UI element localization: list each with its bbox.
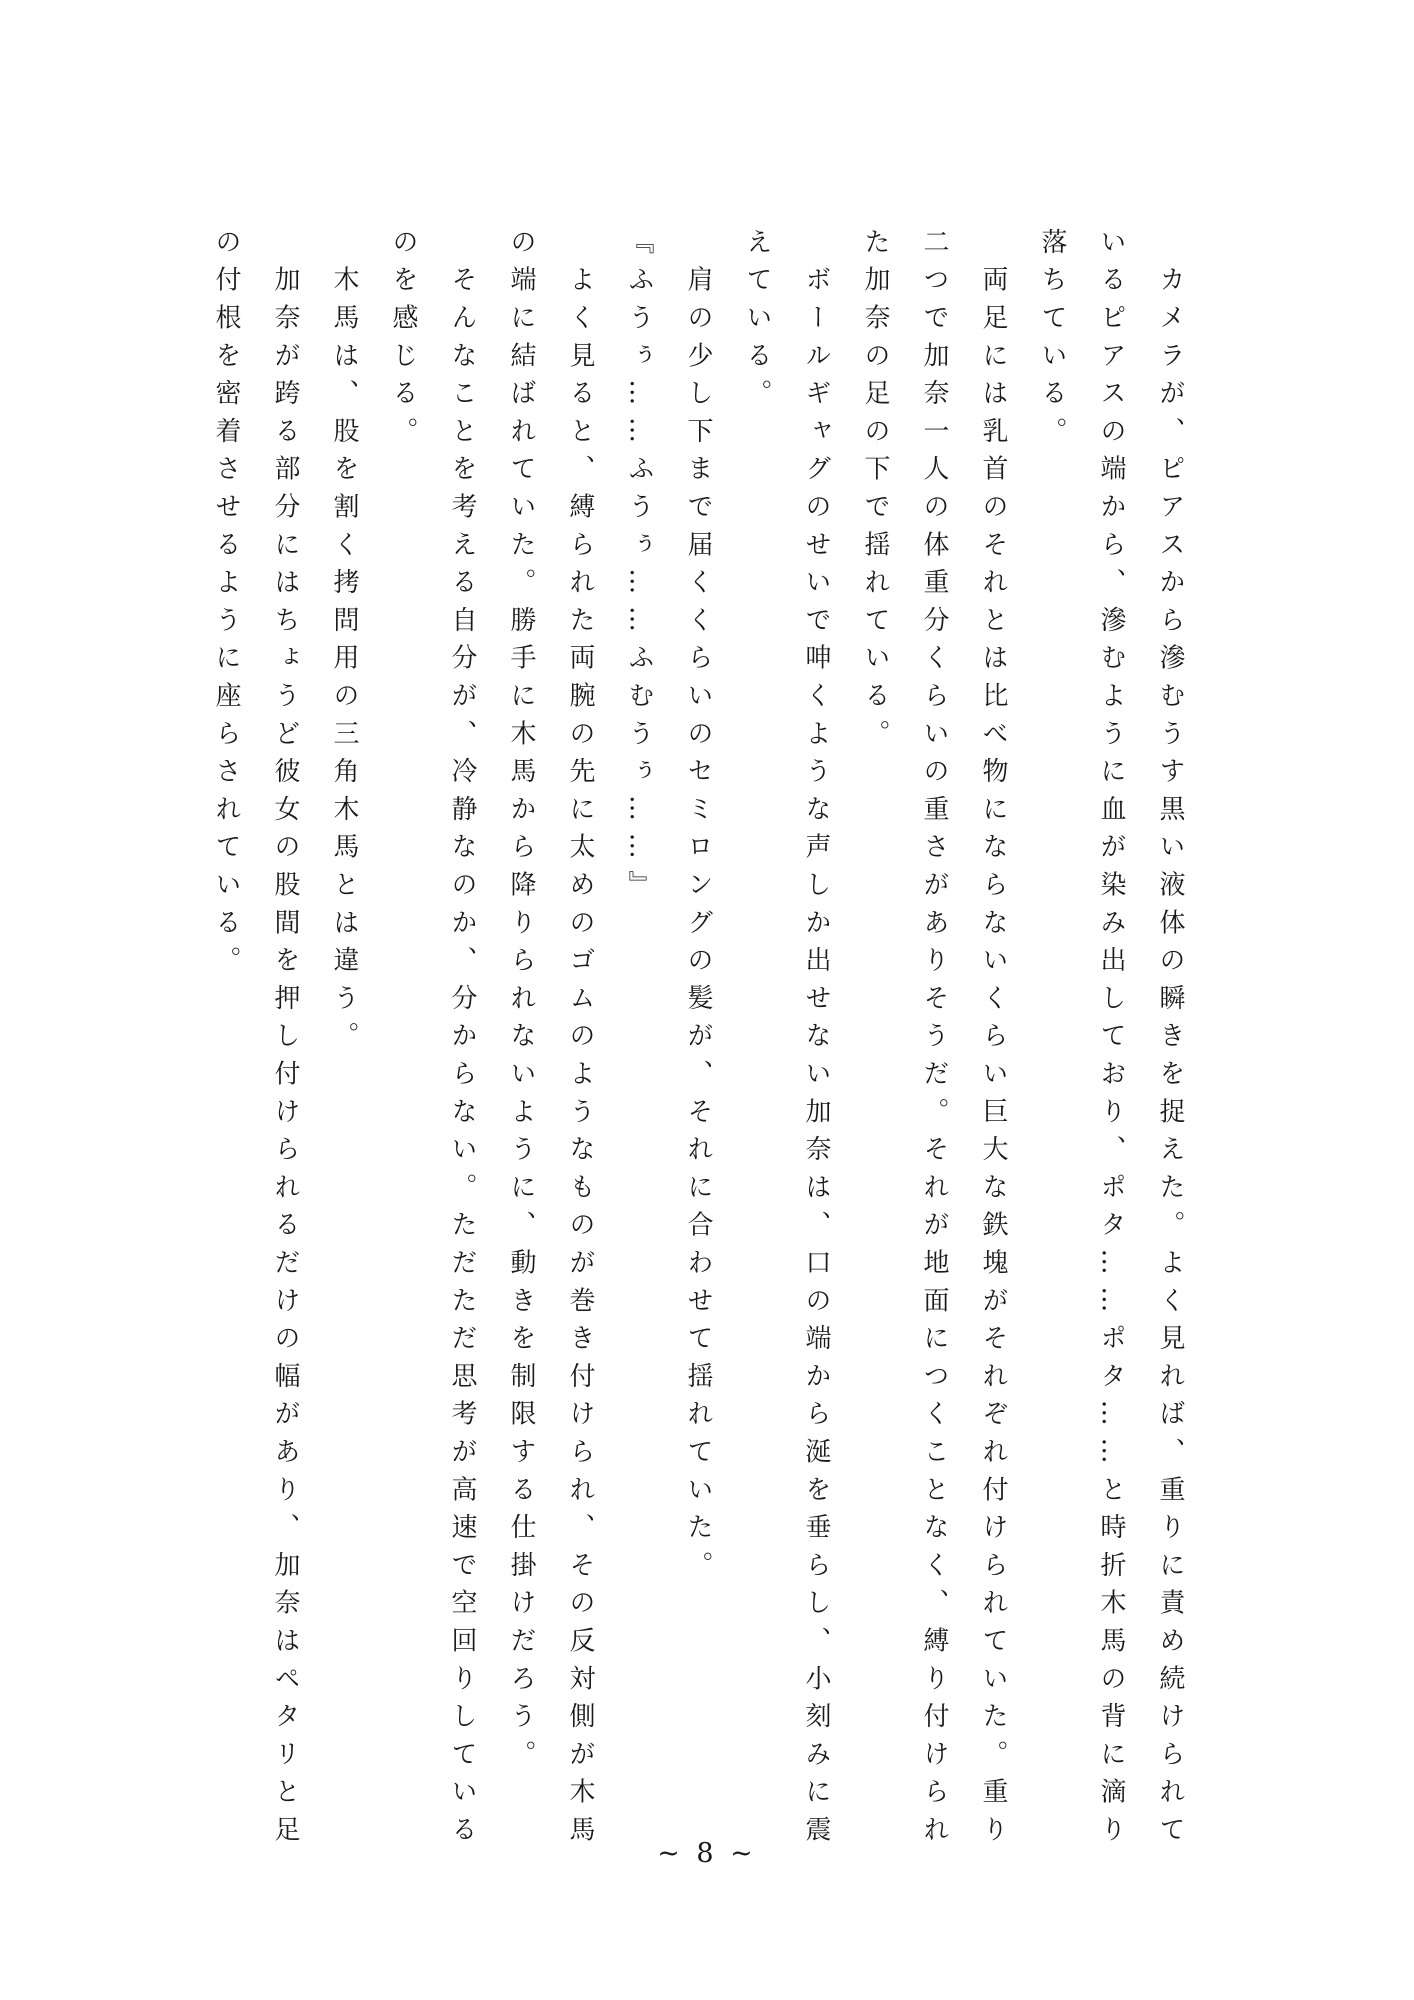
page-number: ~ 8 ~ (657, 1838, 757, 1869)
dialogue-line: 『ふうぅ……ふうぅ……ふむうぅ……』 (624, 228, 654, 909)
paragraph-7: そんなことを考える自分が、冷静なのか、分からない。ただただ思考が高速で空回りしているのを感じる。 (388, 228, 477, 1854)
body-text (199, 228, 1199, 1858)
paragraph-4: 肩の少し下まで届くくらいのセミロングの髪が、それに合わせて揺れていた。 (683, 228, 713, 1589)
paragraph-9: 加奈が跨る部分にはちょうど彼女の股間を押し付けられるだけの幅があり、加奈はペタリと足の付根を密着させるように座らされている。 (211, 228, 300, 1854)
paragraph-6: よく見ると、縛られた両腕の先に太めのゴムのようなものが巻き付けられ、その反対側が木馬の端に結ばれていた。勝手に木馬から降りられないように、動きを制限する仕掛けだろう。 (506, 228, 595, 1854)
paragraph-1: カメラが、ピアスから滲むうす黒い液体の瞬きを捉えた。よく見れば、重りに責め続けられているピアスの端から、滲むように血が染み出しており、ポタ……ポタ……と時折木馬の背に滴り落ちている。 (1037, 228, 1185, 1854)
paragraph-2: 両足には乳首のそれとは比べ物にならないくらい巨大な鉄塊がそれぞれ付けられていた。重り二つで加奈一人の体重分くらいの重さがありそうだ。それが地面につくことなく、縛り付けられた加奈の足の下で揺れている。 (860, 228, 1008, 1854)
paragraph-8: 木馬は、股を割く拷問用の三角木馬とは違う。 (329, 228, 359, 1060)
paragraph-3: ボールギャグのせいで呻くような声しか出せない加奈は、口の端から涎を垂らし、小刻みに震えている。 (742, 228, 831, 1854)
